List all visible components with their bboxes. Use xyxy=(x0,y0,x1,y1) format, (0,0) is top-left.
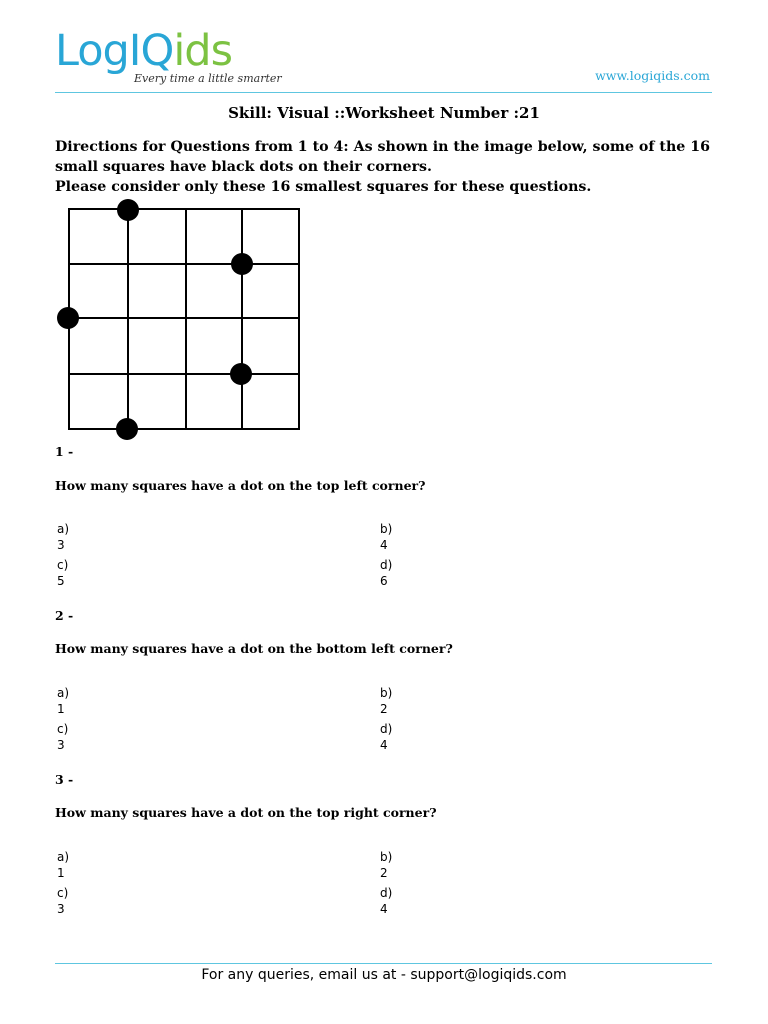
question-2-option-c[interactable] xyxy=(57,721,68,753)
website-link[interactable]: www.logiqids.com xyxy=(595,68,710,83)
grid-dot xyxy=(57,307,79,329)
question-3-option-d[interactable] xyxy=(380,885,392,917)
question-3-text: How many squares have a dot on the top right corner? xyxy=(55,805,437,820)
option-value: 4 xyxy=(380,538,388,552)
grid-dot xyxy=(116,418,138,440)
option-value: 5 xyxy=(57,574,65,588)
grid-dot xyxy=(231,253,253,275)
option-label: c) xyxy=(57,558,69,572)
directions-line-1: Directions for Questions from 1 to 4: As shown in the image below, some of the 16 xyxy=(55,139,710,155)
option-value: 1 xyxy=(57,702,65,716)
option-label: a) xyxy=(57,522,70,536)
option-label: d) xyxy=(380,722,393,736)
grid-lines xyxy=(69,209,299,429)
option-value: 4 xyxy=(380,902,388,916)
option-value: 3 xyxy=(57,538,65,552)
option-label: c) xyxy=(57,886,69,900)
logo-tagline: Every time a little smarter xyxy=(134,72,282,85)
option-label: a) xyxy=(57,850,70,864)
question-2-option-b[interactable] xyxy=(380,685,392,717)
logiqids-logo[interactable] xyxy=(55,26,232,76)
header-divider xyxy=(55,92,712,93)
grid-dots xyxy=(57,199,253,440)
question-1-text: How many squares have a dot on the top left corner? xyxy=(55,478,426,493)
directions-line-3: Please consider only these 16 smallest squares for these questions. xyxy=(55,179,592,195)
question-1-option-c[interactable] xyxy=(57,557,68,589)
option-value: 4 xyxy=(380,738,388,752)
footer-contact: For any queries, email us at - support@logiqids.com xyxy=(201,967,567,983)
question-2-option-d[interactable] xyxy=(380,721,392,753)
question-3-option-b[interactable] xyxy=(380,849,392,881)
question-2-option-a[interactable] xyxy=(57,685,69,717)
grid-dot xyxy=(230,363,252,385)
option-value: 2 xyxy=(380,866,388,880)
option-label: b) xyxy=(380,850,393,864)
option-label: d) xyxy=(380,558,393,572)
worksheet-title: Skill: Visual ::Worksheet Number :21 xyxy=(228,104,540,122)
footer-divider xyxy=(55,963,712,964)
option-value: 6 xyxy=(380,574,388,588)
header xyxy=(0,0,768,95)
question-3-option-a[interactable] xyxy=(57,849,69,881)
question-3-option-c[interactable] xyxy=(57,885,68,917)
question-1-option-b[interactable] xyxy=(380,521,392,553)
directions-line-2: small squares have black dots on their corners. xyxy=(55,159,432,175)
question-2-text: How many squares have a dot on the bottom left corner? xyxy=(55,641,453,656)
option-label: a) xyxy=(57,686,70,700)
option-value: 1 xyxy=(57,866,65,880)
option-value: 2 xyxy=(380,702,388,716)
logo-text-part2: ids xyxy=(173,26,232,76)
grid-dot xyxy=(117,199,139,221)
option-label: c) xyxy=(57,722,69,736)
question-1-option-d[interactable] xyxy=(380,557,392,589)
option-label: b) xyxy=(380,686,393,700)
dot-grid-figure xyxy=(52,194,314,446)
option-value: 3 xyxy=(57,738,65,752)
option-label: b) xyxy=(380,522,393,536)
question-3-number: 3 - xyxy=(55,772,74,787)
question-1-option-a[interactable] xyxy=(57,521,69,553)
option-value: 3 xyxy=(57,902,65,916)
logo-text-part1: LogIQ xyxy=(55,26,174,76)
question-1-number: 1 - xyxy=(55,444,74,459)
option-label: d) xyxy=(380,886,393,900)
question-2-number: 2 - xyxy=(55,608,74,623)
directions xyxy=(55,137,715,197)
